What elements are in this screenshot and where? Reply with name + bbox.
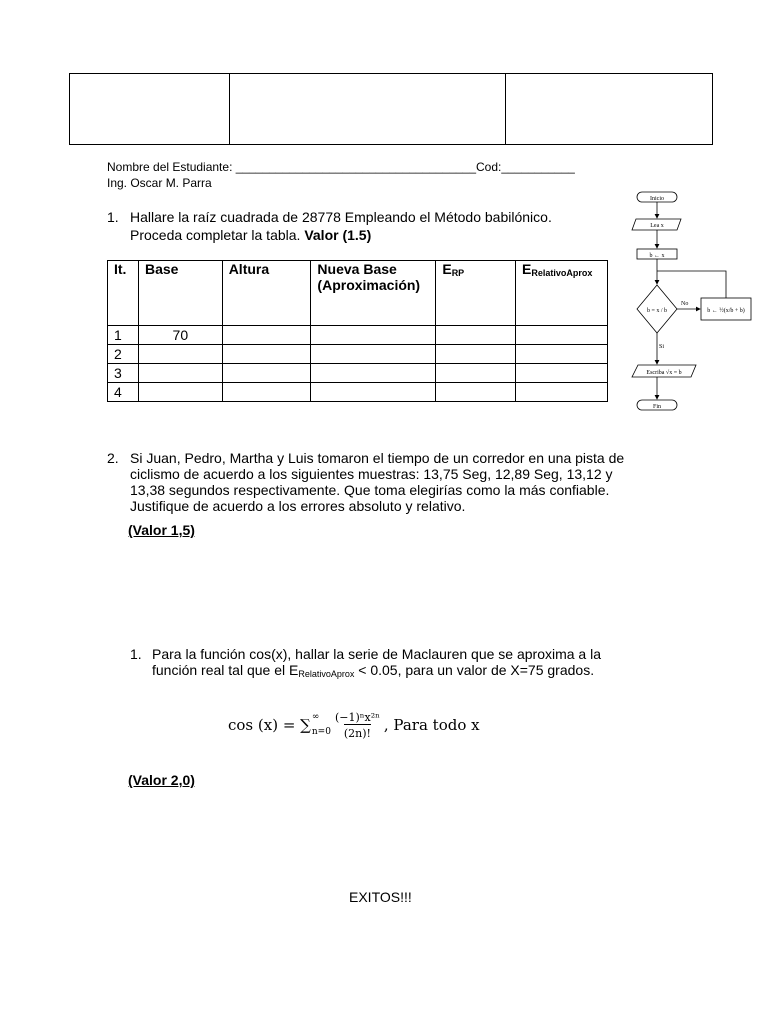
q1-line2: Proceda completar la tabla. Valor (1.5) xyxy=(130,227,372,243)
babylonian-flowchart xyxy=(626,188,766,416)
col-header-nueva-base: Nueva Base (Aproximación) xyxy=(311,261,436,326)
teacher-name: Ing. Oscar M. Parra xyxy=(107,176,212,190)
q2-text: Si Juan, Pedro, Martha y Luis tomaron el tiempo de un corredor en una pista de ciclismo de acuerdo a los siguientes muestras: 13,75 Seg, 12,89 Seg, 13,12 y 13,38 segundos respectivamente. Que toma elegirías como la más confiable. Justifique de acuerdo a los errores absoluto y relativo. xyxy=(130,450,625,514)
q2-value: (Valor 1,5) xyxy=(128,522,195,538)
cos-series-formula: cos (x) = ∑ ∞ n=0 (−1)ⁿx²ⁿ (2n)! , Para todo x xyxy=(228,710,480,740)
svg-text:b ← x: b ← x xyxy=(649,253,665,259)
header-cell-info xyxy=(506,74,712,144)
student-line: Nombre del Estudiante: ____________________________________Cod:___________ xyxy=(107,160,575,174)
q1-line1: Hallare la raíz cuadrada de 28778 Empleando el Método babilónico. xyxy=(130,209,552,225)
header-cell-logo xyxy=(70,74,230,144)
q3-text: Para la función cos(x), hallar la serie de Maclauren que se aproxima a la función real tal que el $E_{RelativoAprox} < 0.05$, para un valor de X=75 grados. xyxy=(152,646,602,679)
footer-message: EXITOS!!! xyxy=(349,889,412,905)
flow-assign xyxy=(637,249,677,259)
student-name-field[interactable]: ____________________________________ xyxy=(235,160,477,174)
col-header-altura: Altura xyxy=(222,261,311,326)
table-row: 2 xyxy=(108,345,608,364)
svg-text:b = x / b: b = x / b xyxy=(646,308,668,314)
flow-update xyxy=(701,298,751,320)
formula-fraction: (−1)ⁿx²ⁿ (2n)! xyxy=(334,710,380,740)
table-row: 3 xyxy=(108,364,608,383)
table-row: 4 xyxy=(108,383,608,402)
svg-text:Escriba √x = b: Escriba √x = b xyxy=(646,370,682,376)
col-header-erp: $E_{RP}$ xyxy=(436,261,516,326)
col-header-it: It. xyxy=(108,261,139,326)
cod-field[interactable]: ___________ xyxy=(501,160,575,174)
svg-text:Fin: Fin xyxy=(652,404,662,410)
flow-write xyxy=(632,365,696,377)
q2-number: 2. xyxy=(107,450,119,466)
col-header-base: Base xyxy=(138,261,222,326)
header-info-box xyxy=(69,73,713,145)
flow-end xyxy=(637,400,677,410)
flow-read xyxy=(632,219,681,230)
babylonian-table xyxy=(107,260,608,402)
q1-number: 1. xyxy=(107,209,119,225)
q3-value: (Valor 2,0) xyxy=(128,772,195,788)
q3-number: 1. xyxy=(130,646,142,662)
flow-yes-label: Si xyxy=(659,344,665,350)
flow-decision xyxy=(637,285,677,333)
svg-text:Inicio: Inicio xyxy=(650,196,664,202)
table-header-row xyxy=(108,261,608,326)
header-cell-title xyxy=(230,74,506,144)
flow-no-label: No xyxy=(681,301,689,307)
svg-text:b ← ½(x/b + b): b ← ½(x/b + b) xyxy=(707,308,745,314)
flow-start xyxy=(637,192,677,202)
table-row: 1 70 xyxy=(108,326,608,345)
col-header-erelativo: $E_{RelativoAprox}$ xyxy=(516,261,608,326)
svg-text:Lea x: Lea x xyxy=(650,223,664,229)
